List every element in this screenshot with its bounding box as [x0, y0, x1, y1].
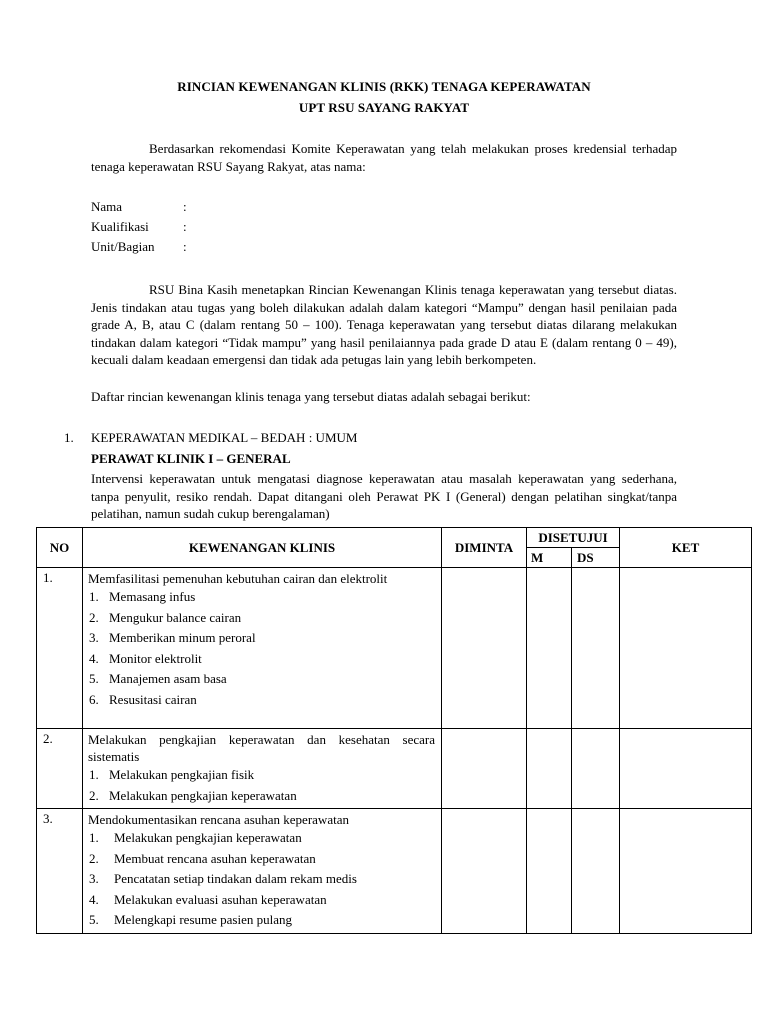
- row-number: 1.: [37, 568, 83, 729]
- row-description: [83, 809, 442, 934]
- header-disetujui: DISETUJUI: [527, 528, 620, 548]
- list-item: 6. Resusitasi cairan: [89, 691, 197, 707]
- table-row: [37, 809, 752, 934]
- document-title: RINCIAN KEWENANGAN KLINIS (RKK) TENAGA KEPERAWATAN: [177, 79, 591, 94]
- list-item: 5. Melengkapi resume pasien pulang: [89, 912, 292, 927]
- list-item: 2. Membuat rencana asuhan keperawatan: [89, 850, 316, 866]
- diminta-cell[interactable]: [442, 568, 527, 729]
- m-cell[interactable]: [527, 568, 572, 729]
- header-no: NO: [37, 528, 83, 568]
- list-intro-paragraph: Daftar rincian kewenangan klinis tenaga yang tersebut diatas adalah sebagai berikut:: [91, 389, 531, 404]
- document-subtitle: UPT RSU SAYANG RAKYAT: [298, 100, 470, 115]
- m-cell[interactable]: [527, 729, 572, 809]
- list-item: 5. Manajemen asam basa: [89, 671, 227, 686]
- intro-paragraph: Berdasarkan rekomendasi Komite Keperawatan yang telah melakukan proses kredensial terhadap tenaga keperawatan RSU Sayang Rakyat, atas nama:: [91, 141, 677, 174]
- row-description: [83, 729, 442, 809]
- ket-cell[interactable]: [620, 729, 752, 809]
- ket-cell[interactable]: [620, 568, 752, 729]
- list-item: 4. Melakukan evaluasi asuhan keperawatan: [89, 891, 327, 907]
- item-list: [88, 828, 435, 931]
- item-list: [88, 587, 435, 710]
- row-heading: Memfasilitasi pemenuhan kebutuhan cairan dan elektrolit: [88, 571, 388, 586]
- list-item: 2. Mengukur balance cairan: [89, 609, 242, 625]
- list-item: 4. Monitor elektrolit: [89, 650, 202, 666]
- header-kewenangan-klinis: KEWENANGAN KLINIS: [83, 528, 442, 568]
- m-cell[interactable]: [527, 809, 572, 934]
- section-subtitle: PERAWAT KLINIK I – GENERAL: [91, 451, 291, 466]
- table-row: [37, 568, 752, 729]
- field-label: Nama: [91, 199, 123, 214]
- list-item: 2. Melakukan pengkajian keperawatan: [89, 787, 297, 803]
- row-number: 3.: [37, 809, 83, 934]
- row-description: [83, 568, 442, 729]
- header-m: M: [527, 548, 572, 568]
- ds-cell[interactable]: [572, 729, 620, 809]
- header-ket: KET: [620, 528, 752, 568]
- policy-paragraph: RSU Bina Kasih menetapkan Rincian Kewenangan Klinis tenaga keperawatan yang tersebut diatas. Jenis tindakan atau tugas yang boleh dilakukan adalah dalam kategori “Mampu” dengan hasil penilaian pada grade A, B, atau C (dalam rentang 50 – 100). Tenaga keperawatan yang tersebut diatas dilarang melakukan tindakan dalam kategori “Tidak mampu” yang hasil penilaiannya pada grade D atau E (dalam rentang 0 – 49), kecuali dalam keadaan emergensi dan tidak ada petugas lain yang lebih berkompeten.: [91, 282, 677, 368]
- list-item: 1. Melakukan pengkajian keperawatan: [89, 830, 302, 845]
- item-list: [88, 765, 435, 806]
- field-colon: :: [183, 199, 187, 214]
- ds-cell[interactable]: [572, 809, 620, 934]
- field-label: Unit/Bagian: [91, 239, 155, 254]
- row-number: 2.: [37, 729, 83, 809]
- section-description: Intervensi keperawatan untuk mengatasi diagnose keperawatan atau masalah keperawatan yang sederhana, tanpa penyulit, resiko rendah. Dapat ditangani oleh Perawat PK I (General) dengan pelatihan singkat/tanpa pelatihan, namun sudah cukup berengalaman): [91, 471, 677, 522]
- table-row: [37, 729, 752, 809]
- rkk-table: [36, 527, 752, 934]
- list-item: 3. Memberikan minum peroral: [89, 630, 256, 645]
- list-item: 1. Melakukan pengkajian fisik: [89, 767, 255, 782]
- ket-cell[interactable]: [620, 809, 752, 934]
- list-item: 3. Pencatatan setiap tindakan dalam rekam medis: [89, 871, 357, 886]
- list-item: 1. Memasang infus: [89, 589, 196, 604]
- field-colon: :: [183, 219, 187, 234]
- diminta-cell[interactable]: [442, 729, 527, 809]
- section-number: 1.: [64, 430, 74, 445]
- section-title: KEPERAWATAN MEDIKAL – BEDAH : UMUM: [91, 430, 358, 445]
- header-diminta: DIMINTA: [442, 528, 527, 568]
- diminta-cell[interactable]: [442, 809, 527, 934]
- row-heading: Melakukan pengkajian keperawatan dan kesehatan secara sistematis: [88, 732, 435, 764]
- field-label: Kualifikasi: [91, 219, 149, 234]
- field-colon: :: [183, 239, 187, 254]
- header-ds: DS: [572, 548, 620, 568]
- ds-cell[interactable]: [572, 568, 620, 729]
- row-heading: Mendokumentasikan rencana asuhan keperawatan: [88, 812, 349, 827]
